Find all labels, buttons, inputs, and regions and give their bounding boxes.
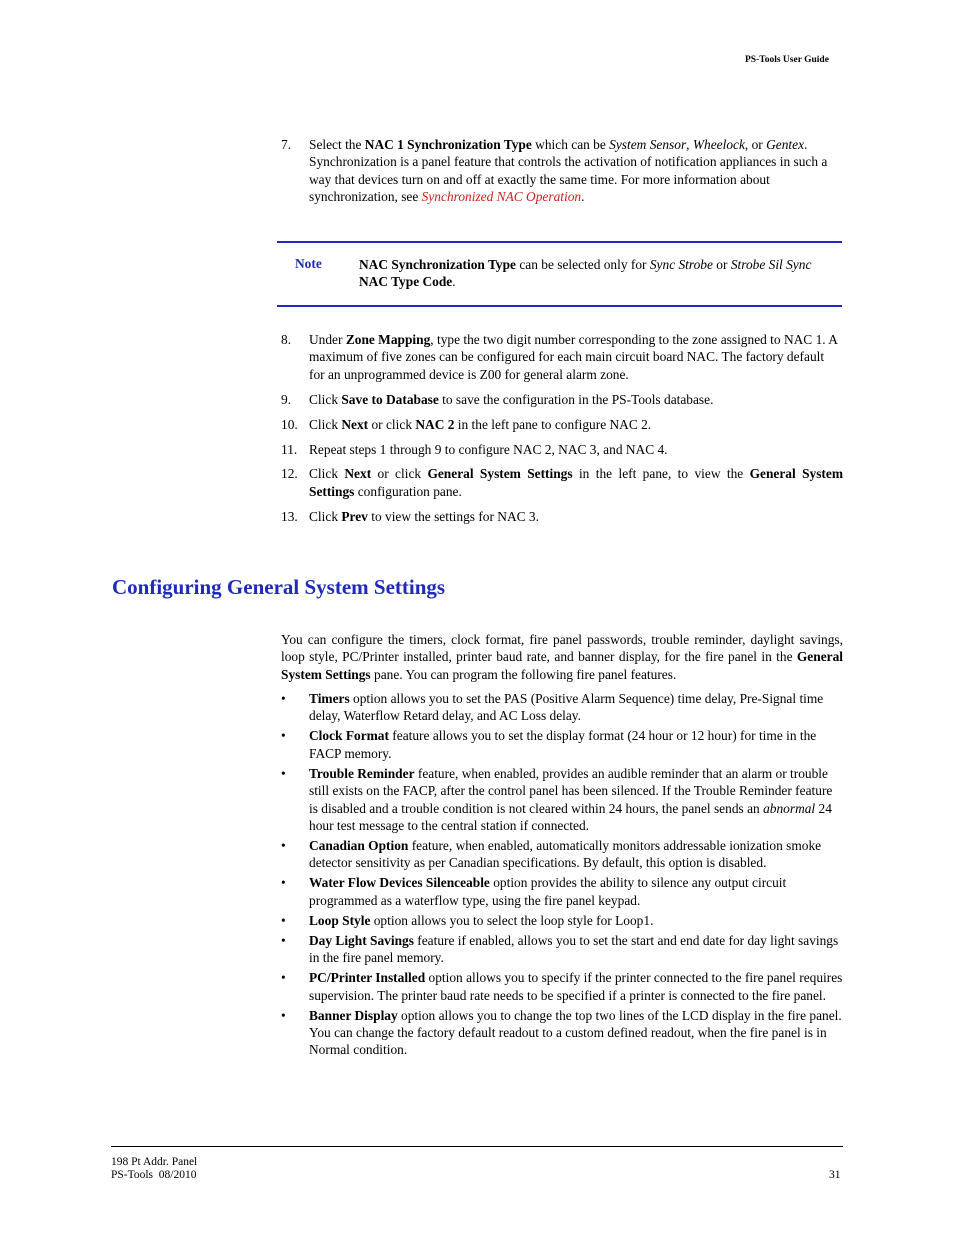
numbered-step [281, 331, 843, 383]
text-run: Under [309, 332, 346, 347]
feature-item [281, 932, 843, 967]
bold-term: Day Light Savings [309, 932, 414, 948]
bullet-icon: • [281, 838, 286, 854]
italic-term: Strobe Sil Sync [730, 257, 812, 272]
text-run: Click [309, 416, 342, 432]
bullet-icon: • [281, 875, 286, 891]
bold-term: Next [344, 466, 372, 482]
bold-term: Canadian Option [309, 838, 409, 854]
step-number: 9. [281, 391, 292, 407]
bold-term: General System Settings [427, 466, 573, 482]
text-run: . [452, 274, 456, 290]
text-run: or [712, 257, 731, 272]
feature-item [281, 727, 843, 762]
text-run: feature if enabled, allows you to set the start and end date for day light savings in the fire panel memory. [309, 932, 839, 966]
bold-term: Trouble Reminder [309, 765, 415, 781]
text-run: , or [744, 137, 767, 152]
bullet-icon: • [281, 765, 286, 781]
feature-item [281, 837, 843, 872]
bold-term: Prev [341, 508, 368, 524]
feature-text [309, 837, 843, 872]
text-run: , type the two digit number corresponding to the zone assigned to NAC 1. A maximum of five zones can be configured for each main circuit board NAC. The factory default for an unprogrammed device is Z00 for general alarm zone. [309, 332, 838, 382]
feature-bullet-list [281, 690, 843, 1061]
numbered-step [281, 416, 843, 433]
text-run: which can be [531, 137, 610, 152]
note-text [359, 256, 841, 291]
bold-term: Next [341, 416, 369, 432]
bold-term: Zone Mapping [345, 332, 431, 347]
text-run: in the left pane, to view the [572, 466, 750, 482]
bullet-icon: • [281, 932, 286, 948]
step-text [309, 465, 843, 500]
text-run: to view the settings for NAC 3. [367, 508, 539, 524]
feature-item [281, 690, 843, 725]
text-run: Click [309, 508, 342, 524]
bold-term: Clock Format [309, 728, 389, 744]
footer-document-info [111, 1156, 197, 1181]
italic-term: Wheelock [692, 137, 745, 152]
bold-term: Water Flow Devices Silenceable [309, 875, 490, 891]
feature-text [309, 932, 843, 967]
bold-term: NAC 1 Synchronization Type [364, 137, 532, 152]
bullet-icon: • [281, 1007, 286, 1023]
note-top-rule [277, 241, 842, 243]
text-run: feature allows you to set the display format (24 hour or 12 hour) for time in the FACP memory. [309, 728, 817, 761]
step-text [309, 441, 843, 458]
text-run: Repeat steps 1 through 9 to configure NAC 2, NAC 3, and NAC 4. [309, 441, 668, 457]
italic-term: System Sensor [609, 137, 687, 152]
section-heading: Configuring General System Settings [112, 575, 446, 599]
step-text [309, 136, 843, 206]
text-run: can be selected only for [516, 257, 650, 272]
steps-list-a [281, 136, 843, 206]
step-number: 10. [281, 416, 298, 432]
text-run: option allows you to specify if the printer connected to the fire panel requires supervision. The printer baud rate needs to be specified if a printer is connected to the fire panel. [309, 970, 843, 1003]
feature-text [309, 727, 843, 762]
feature-text [309, 765, 843, 835]
bold-term: Timers [309, 691, 350, 706]
bold-term: NAC Synchronization Type [359, 257, 516, 272]
text-run: option provides the ability to silence any output circuit programmed as a waterflow type, using the fire panel keypad. [309, 875, 787, 908]
text-run: in the left pane to configure NAC 2. [454, 416, 652, 432]
step-number: 11. [281, 441, 298, 457]
running-header: PS-Tools User Guide [745, 55, 829, 65]
feature-text [309, 690, 843, 725]
page-number: 31 [829, 1169, 841, 1181]
steps-list-b [281, 331, 843, 533]
footer-tool-date: PS-Tools 08/2010 [111, 1168, 197, 1181]
feature-item [281, 874, 843, 909]
step-text [309, 391, 843, 408]
bold-term: NAC 2 [415, 416, 455, 432]
text-run: Click [309, 466, 345, 482]
bold-term: PC/Printer Installed [309, 970, 426, 986]
text-run: feature, when enabled, automatically monitors addressable ionization smoke detector sensitivity as per Canadian specifications. By default, this option is disabled. [309, 838, 822, 871]
text-run: Click [309, 391, 342, 407]
text-run: , [686, 137, 693, 152]
bold-term: Loop Style [309, 912, 371, 928]
feature-item [281, 969, 843, 1004]
text-run: option allows you to select the loop style for Loop1. [370, 912, 654, 928]
text-run: option allows you to set the PAS (Positive Alarm Sequence) time delay, Pre-Signal time delay, Waterflow Retard delay, and AC Loss delay. [309, 691, 824, 724]
feature-text [309, 1007, 843, 1059]
text-run: . Synchronization is a panel feature that controls the activation of notification appliances in such a way that devices turn on and off at exactly the same time. For more information about synchronization, see [309, 137, 828, 205]
text-run: option allows you to change the top two lines of the LCD display in the fire panel. You can change the factory default readout to a custom defined readout, when the fire panel is in Normal condition. [309, 1007, 842, 1058]
numbered-step [281, 441, 843, 458]
footer-product: 198 Pt Addr. Panel [111, 1156, 198, 1168]
bold-term: NAC Type Code [359, 274, 453, 290]
text-run: pane. You can program the following fire panel features. [370, 666, 677, 682]
text-run: or click [368, 416, 416, 432]
step-number: 13. [281, 508, 298, 524]
italic-term: Gentex [766, 137, 805, 152]
bullet-icon: • [281, 970, 286, 986]
text-run: . [581, 189, 585, 205]
feature-item [281, 765, 843, 835]
step-number: 12. [281, 466, 298, 482]
bold-term: General System Settings [281, 649, 843, 682]
cross-reference-link[interactable]: Synchronized NAC Operation [421, 189, 582, 205]
numbered-step [281, 391, 843, 408]
text-run: feature, when enabled, provides an audible reminder that an alarm or trouble still exists on the FACP, after the control panel has been silenced. If the Trouble Reminder feature is disabled and a trouble condition is not cleared within 24 hours, the panel sends an [309, 765, 833, 816]
feature-text [309, 912, 843, 929]
feature-item [281, 912, 843, 929]
footer-rule [111, 1146, 843, 1147]
text-run: to save the configuration in the PS-Tools database. [438, 391, 714, 407]
numbered-step [281, 136, 843, 206]
italic-term: Sync Strobe [649, 257, 713, 272]
step-number: 8. [281, 332, 292, 347]
step-number: 7. [281, 137, 292, 152]
text-run: 24 hour test message to the central station if connected. [309, 800, 832, 834]
text-run: configuration pane. [354, 483, 462, 499]
step-text [309, 508, 843, 525]
step-text [309, 416, 843, 433]
text-run: You can configure the timers, clock format, fire panel passwords, trouble reminder, daylight savings, loop style, PC/Printer installed, printer baud rate, and banner display, for the fire panel in the [281, 632, 843, 665]
bold-term: Save to Database [341, 391, 439, 407]
text-run: or click [371, 466, 428, 482]
bullet-icon: • [281, 691, 286, 706]
italic-term: abnormal [763, 800, 816, 816]
feature-item [281, 1007, 843, 1059]
numbered-step [281, 508, 843, 525]
step-text [309, 331, 843, 383]
bold-term: Banner Display [309, 1007, 398, 1023]
bullet-icon: • [281, 912, 286, 928]
bullet-icon: • [281, 728, 286, 744]
feature-text [309, 874, 843, 909]
note-label: Note [295, 256, 322, 271]
numbered-step [281, 465, 843, 500]
bold-term: General System Settings [309, 466, 843, 499]
section-intro [281, 631, 843, 683]
note-bottom-rule [277, 305, 842, 307]
feature-text [309, 969, 843, 1004]
text-run: Select the [309, 137, 365, 152]
